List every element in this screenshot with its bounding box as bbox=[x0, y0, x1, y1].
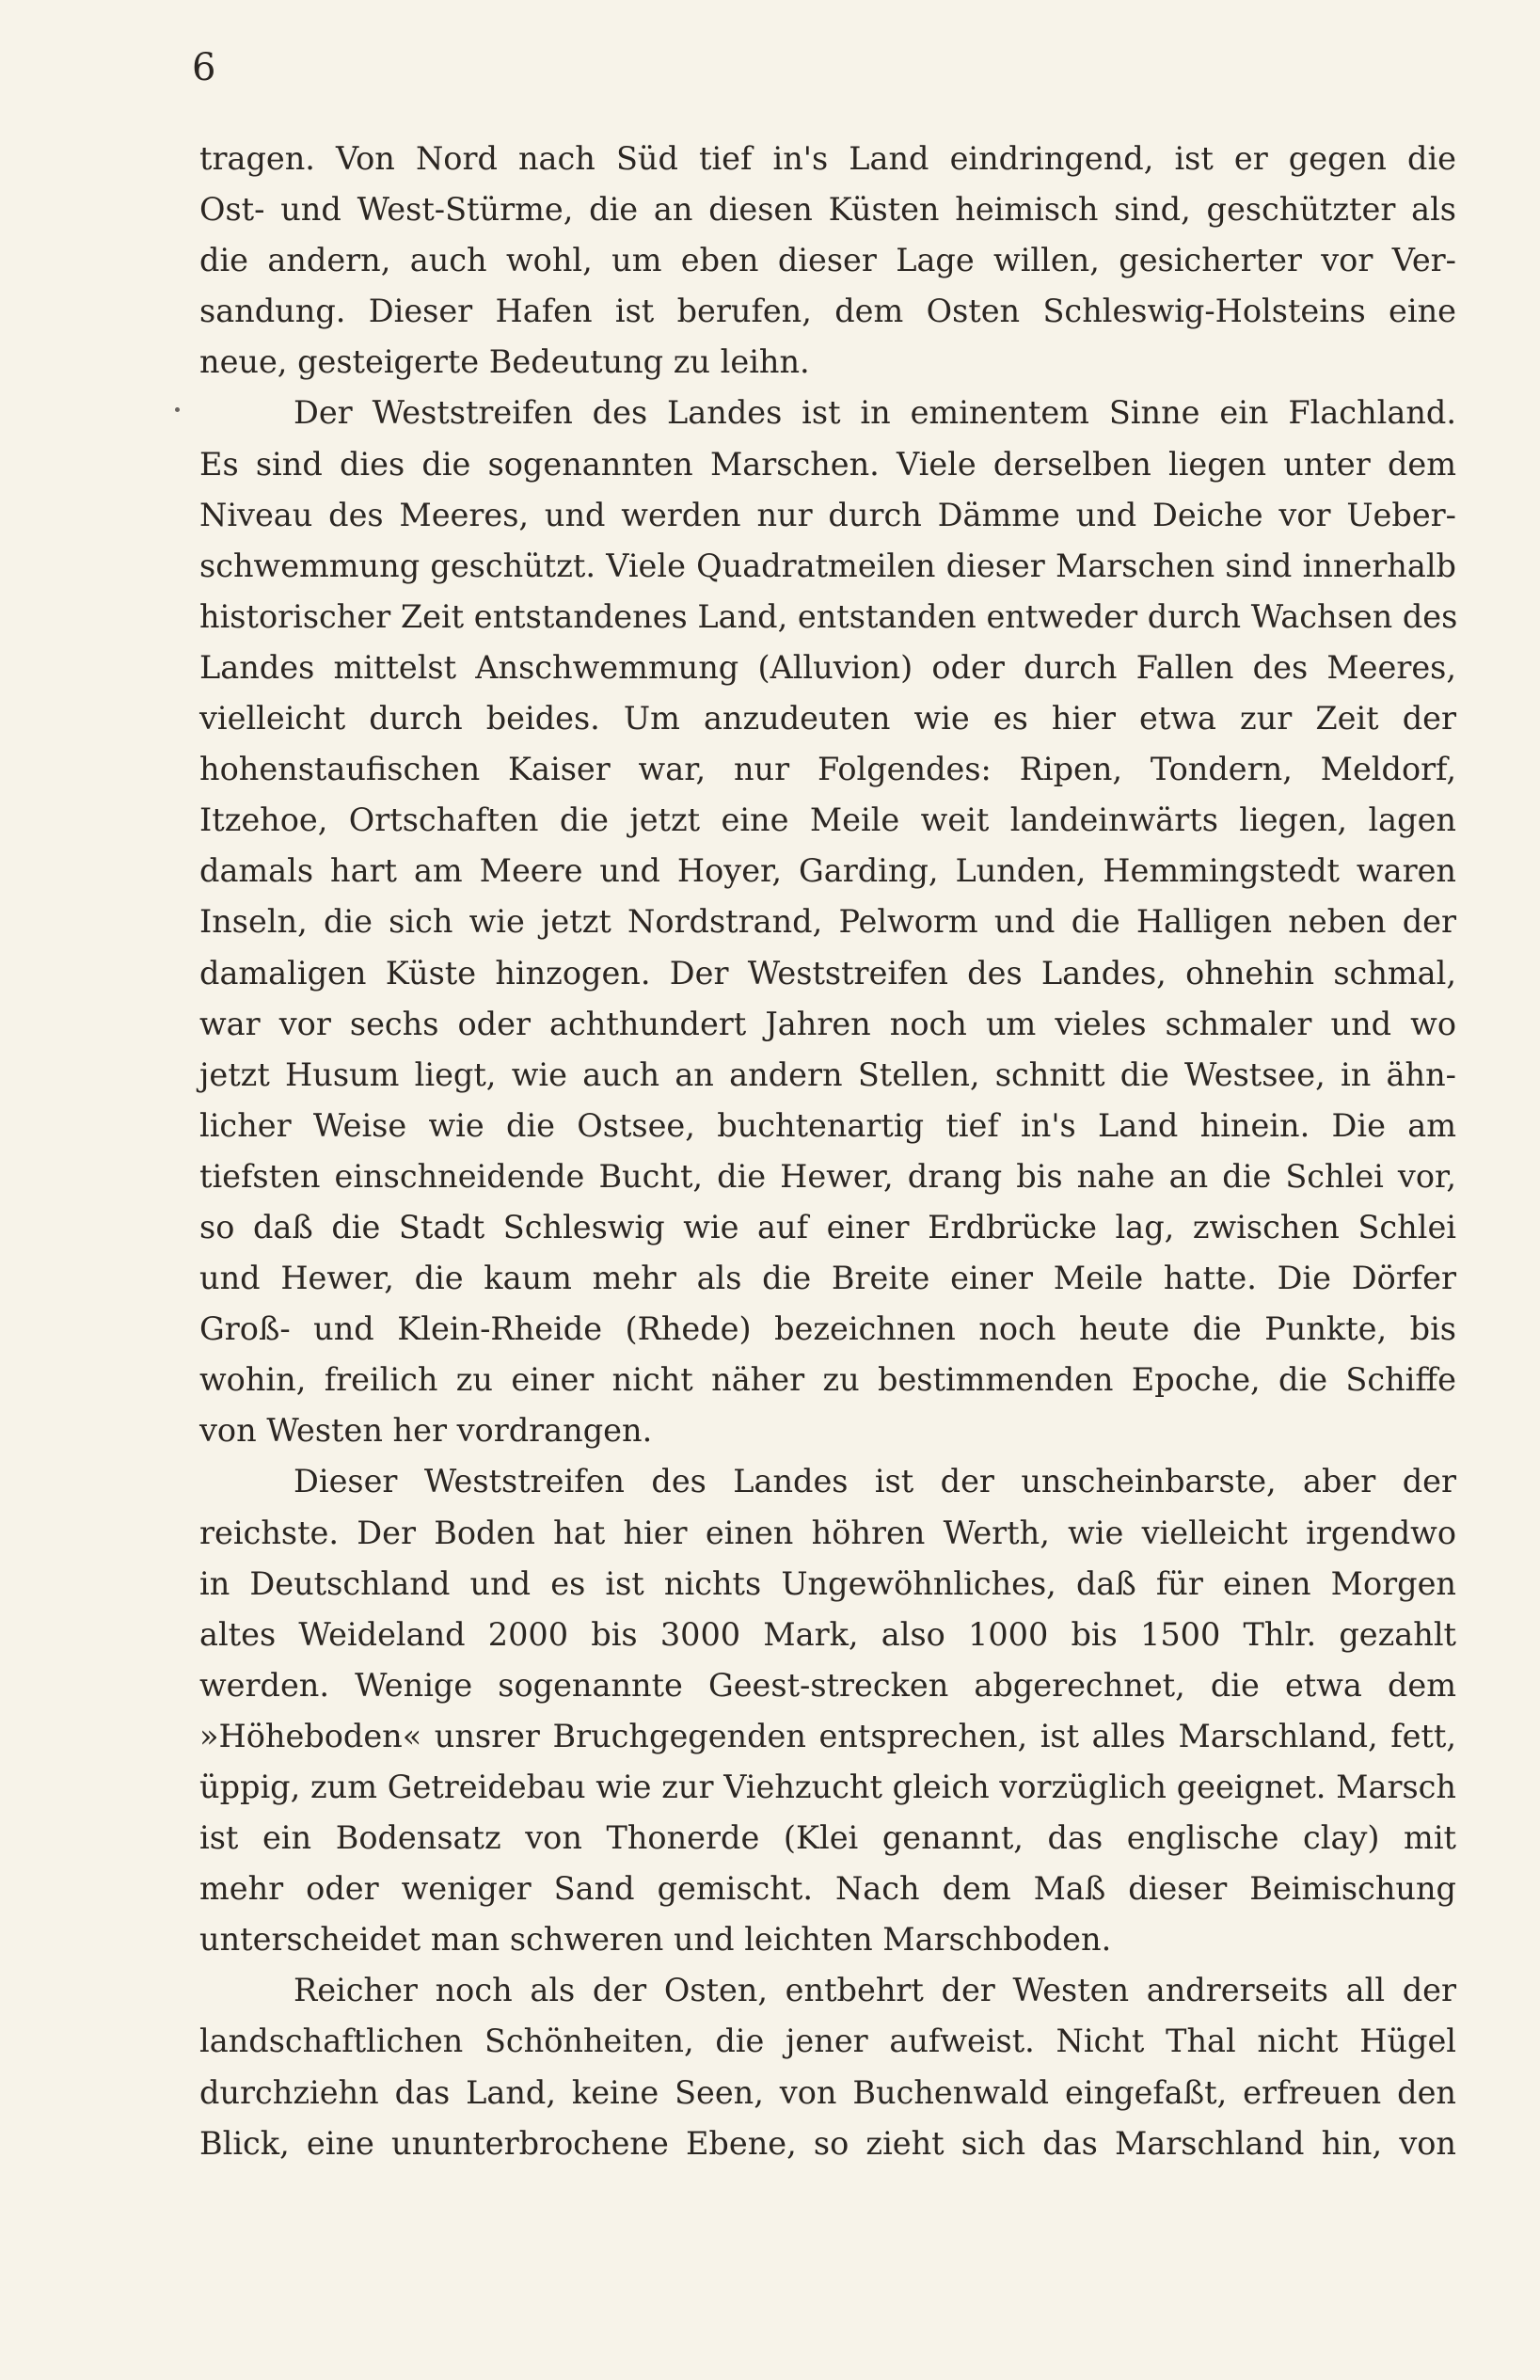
text-line: »Höheboden« unsrer Bruchgegenden entsprechen, ist alles Marschland, fett, bbox=[199, 1717, 1456, 1754]
text-line: und Hewer, die kaum mehr als die Breite einer Meile hatte. Die Dörfer bbox=[199, 1260, 1456, 1297]
text-line: von Westen her vordrangen. bbox=[199, 1412, 653, 1450]
text-line: landschaftlichen Schönheiten, die jener aufweist. Nicht Thal nicht Hügel bbox=[199, 2023, 1456, 2060]
text-line: durchziehn das Land, keine Seen, von Buchenwald eingefaßt, erfreuen den bbox=[199, 2073, 1456, 2111]
text-line: Ost- und West-Stürme, die an diesen Küsten heimisch sind, geschützter als bbox=[199, 191, 1456, 229]
text-line: hohenstaufischen Kaiser war, nur Folgendes: Ripen, Tondern, Meldorf, bbox=[199, 751, 1456, 788]
text-line: damaligen Küste hinzogen. Der Weststreifen des Landes, ohnehin schmal, bbox=[199, 954, 1456, 992]
text-line: licher Weise wie die Ostsee, buchtenartig tief in's Land hinein. Die am bbox=[199, 1106, 1456, 1144]
text-line: so daß die Stadt Schleswig wie auf einer Erdbrücke lag, zwischen Schlei bbox=[199, 1208, 1456, 1246]
text-line: in Deutschland und es ist nichts Ungewöhnliches, daß für einen Morgen bbox=[199, 1564, 1456, 1602]
text-line: Groß- und Klein-Rheide (Rhede) bezeichnen noch heute die Punkte, bis bbox=[199, 1310, 1456, 1348]
text-line: damals hart am Meere und Hoyer, Garding, Lunden, Hemmingstedt waren bbox=[199, 852, 1456, 890]
text-line: Dieser Weststreifen des Landes ist der unscheinbarste, aber der bbox=[294, 1463, 1456, 1500]
text-line: Der Weststreifen des Landes ist in eminentem Sinne ein Flachland. bbox=[294, 394, 1456, 432]
text-line: sandung. Dieser Hafen ist berufen, dem Osten Schleswig-Holsteins eine bbox=[199, 293, 1456, 330]
text-line: Inseln, die sich wie jetzt Nordstrand, Pelworm und die Halligen neben der bbox=[199, 903, 1456, 941]
text-line: Es sind dies die sogenannten Marschen. Viele derselben liegen unter dem bbox=[199, 445, 1456, 483]
text-line: wohin, freilich zu einer nicht näher zu bestimmenden Epoche, die Schiffe bbox=[199, 1361, 1456, 1399]
text-line: tiefsten einschneidende Bucht, die Hewer, drang bis nahe an die Schlei vor, bbox=[199, 1157, 1456, 1195]
text-line: mehr oder weniger Sand gemischt. Nach dem Maß dieser Beimischung bbox=[199, 1870, 1456, 1908]
body-text bbox=[199, 134, 1456, 2169]
text-line: Itzehoe, Ortschaften die jetzt eine Meile weit landeinwärts liegen, lagen bbox=[199, 801, 1456, 839]
text-line: tragen. Von Nord nach Süd tief in's Land eindringend, ist er gegen die bbox=[199, 140, 1456, 177]
page-number: 6 bbox=[192, 46, 216, 89]
text-line: vielleicht durch beides. Um anzudeuten wie es hier etwa zur Zeit der bbox=[199, 700, 1456, 738]
text-line: war vor sechs oder achthundert Jahren noch um vieles schmaler und wo bbox=[199, 1005, 1456, 1042]
text-line: die andern, auch wohl, um eben dieser Lage willen, gesicherter vor Ver- bbox=[199, 242, 1456, 279]
text-line: schwemmung geschützt. Viele Quadratmeilen dieser Marschen sind innerhalb bbox=[199, 547, 1456, 584]
text-line: Reicher noch als der Osten, entbehrt der Westen andrerseits all der bbox=[294, 1972, 1456, 2009]
margin-mark bbox=[175, 407, 180, 412]
text-line: ist ein Bodensatz von Thonerde (Klei genannt, das englische clay) mit bbox=[199, 1819, 1456, 1857]
text-line: altes Weideland 2000 bis 3000 Mark, also 1000 bis 1500 Thlr. gezahlt bbox=[199, 1615, 1456, 1653]
text-line: üppig, zum Getreidebau wie zur Viehzucht gleich vorzüglich geeignet. Marsch bbox=[199, 1769, 1456, 1805]
text-line: Blick, eine ununterbrochene Ebene, so zieht sich das Marschland hin, von bbox=[199, 2124, 1456, 2162]
text-line: werden. Wenige sogenannte Geest-strecken abgerechnet, die etwa dem bbox=[199, 1666, 1456, 1704]
text-line: reichste. Der Boden hat hier einen höhren Werth, wie vielleicht irgendwo bbox=[199, 1514, 1456, 1551]
text-line: historischer Zeit entstandenes Land, entstanden entweder durch Wachsen des bbox=[199, 597, 1458, 635]
text-line: Landes mittelst Anschwemmung (Alluvion) oder durch Fallen des Meeres, bbox=[199, 648, 1456, 686]
text-line: unterscheidet man schweren und leichten Marschboden. bbox=[199, 1921, 1112, 1959]
text-line: neue, gesteigerte Bedeutung zu leihn. bbox=[199, 343, 810, 381]
text-line: Niveau des Meeres, und werden nur durch Dämme und Deiche vor Ueber- bbox=[199, 496, 1456, 533]
text-line: jetzt Husum liegt, wie auch an andern Stellen, schnitt die Westsee, in ähn- bbox=[199, 1055, 1456, 1093]
